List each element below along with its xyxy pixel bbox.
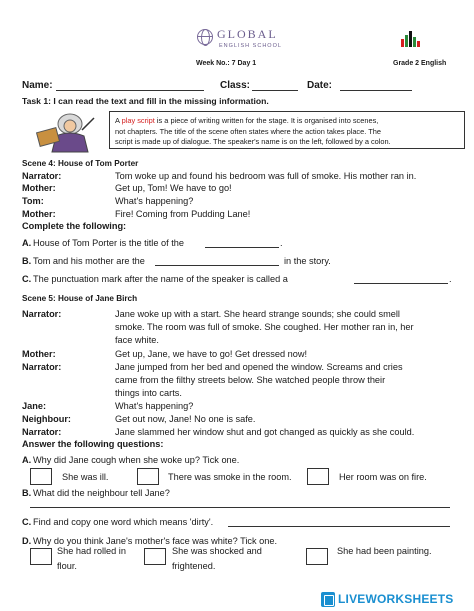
question-a-text: House of Tom Porter is the title of the [33, 238, 184, 248]
question-c-text: The punctuation mark after the name of the speaker is called a [33, 274, 288, 284]
speaker: Narrator: [22, 309, 62, 319]
speaker: Mother: [22, 349, 56, 359]
answer-a-text: Why did Jane cough when she woke up? Tick one. [33, 455, 240, 465]
school-name: GLOBAL [217, 27, 278, 41]
speaker: Mother: [22, 183, 56, 193]
scene4-title: Scene 4: House of Tom Porter [22, 159, 139, 168]
class-label: Class: [220, 80, 251, 91]
answer-c-line[interactable] [228, 526, 450, 527]
dialogue: came from the filthy streets below. She watched people throw their [115, 375, 386, 385]
uae-logo-icon [401, 29, 421, 47]
answer-c-text: Find and copy one word which means 'dirty'. [33, 517, 214, 527]
dialogue: Jane jumped from her bed and opened the window. Screams and cries [115, 362, 403, 372]
option-text: She had rolled in [57, 546, 126, 556]
date-label: Date: [307, 80, 333, 91]
speaker: Neighbour: [22, 414, 71, 424]
question-c-end: . [449, 274, 452, 284]
option-text: frightened. [172, 561, 216, 571]
school-subname: ENGLISH SCHOOL [219, 43, 282, 49]
option-text: She was shocked and [172, 546, 262, 556]
dialogue: Fire! Coming from Pudding Lane! [115, 209, 251, 219]
tick-box-d2[interactable] [144, 548, 166, 565]
speaker: Narrator: [22, 171, 62, 181]
tick-box-a1[interactable] [30, 468, 52, 485]
play-script-info-box [109, 111, 465, 149]
name-field[interactable] [56, 90, 204, 91]
dialogue: face white. [115, 335, 159, 345]
play-script-term: play script [121, 116, 155, 125]
dialogue: Get up, Jane, we have to go! Get dressed now! [115, 349, 308, 359]
answer-b-field[interactable] [155, 265, 279, 266]
question-a-label: A. [22, 238, 32, 248]
character-illustration [36, 110, 98, 154]
answer-b-label: B. [22, 488, 32, 498]
class-field[interactable] [252, 90, 298, 91]
speaker: Narrator: [22, 427, 62, 437]
info-text: not chapters. The title of the scene often states where the action takes place. The [115, 126, 381, 136]
answer-a-field[interactable] [205, 247, 279, 248]
answer-d-label: D. [22, 536, 32, 546]
answer-c-label: C. [22, 517, 32, 527]
dialogue: things into carts. [115, 388, 182, 398]
option-text: flour. [57, 561, 77, 571]
question-c-label: C. [22, 274, 32, 284]
speaker: Narrator: [22, 362, 62, 372]
tick-box-d1[interactable] [30, 548, 52, 565]
dialogue: Get out now, Jane! No one is safe. [115, 414, 256, 424]
liveworksheets-logo-icon [321, 592, 335, 607]
dialogue: What's happening? [115, 196, 194, 206]
answer-b-text: What did the neighbour tell Jane? [33, 488, 170, 498]
complete-heading: Complete the following: [22, 221, 127, 231]
answer-b-line[interactable] [30, 507, 450, 508]
option-text: Her room was on fire. [339, 472, 427, 482]
scene5-title: Scene 5: House of Jane Birch [22, 294, 138, 303]
speaker: Mother: [22, 209, 56, 219]
info-text: script is made up of dialogue. The speaker's name is on the left, followed by a colon. [115, 137, 391, 146]
option-text: There was smoke in the room. [168, 472, 292, 482]
tick-box-a2[interactable] [137, 468, 159, 485]
tick-box-d3[interactable] [306, 548, 328, 565]
question-a-end: . [280, 238, 283, 248]
info-text: A [115, 116, 122, 125]
option-text: She was ill. [62, 472, 109, 482]
grade-label: Grade 2 English [393, 60, 447, 67]
speaker: Jane: [22, 401, 47, 411]
question-b-label: B. [22, 256, 32, 266]
school-logo-icon [197, 29, 213, 45]
week-label: Week No.: 7 Day 1 [196, 60, 257, 67]
answer-c-field[interactable] [354, 283, 448, 284]
question-b-text: Tom and his mother are the [33, 256, 145, 266]
option-text: She had been painting. [337, 546, 432, 556]
question-b-end: in the story. [284, 256, 331, 266]
date-field[interactable] [340, 90, 412, 91]
answer-heading: Answer the following questions: [22, 439, 164, 449]
dialogue: smoke. The room was full of smoke. She coughed. Her mother ran in, her [115, 322, 414, 332]
dialogue: Tom woke up and found his bedroom was full of smoke. His mother ran in. [115, 171, 417, 181]
brand-name[interactable]: LIVEWORKSHEETS [338, 592, 454, 606]
dialogue: Jane woke up with a start. She heard strange sounds; she could smell [115, 309, 400, 319]
name-label: Name: [22, 80, 53, 91]
dialogue: What's happening? [115, 401, 194, 411]
speaker: Tom: [22, 196, 44, 206]
dialogue: Get up, Tom! We have to go! [115, 183, 232, 193]
info-text: is a piece of writing written for the stage. It is organised into scenes, [154, 116, 379, 125]
task-title: Task 1: I can read the text and fill in the missing information. [22, 96, 269, 106]
answer-d-text: Why do you think Jane's mother's face was white? Tick one. [33, 536, 278, 546]
answer-a-label: A. [22, 455, 32, 465]
dialogue: Jane slammed her window shut and got changed as quickly as she could. [115, 427, 415, 437]
tick-box-a3[interactable] [307, 468, 329, 485]
